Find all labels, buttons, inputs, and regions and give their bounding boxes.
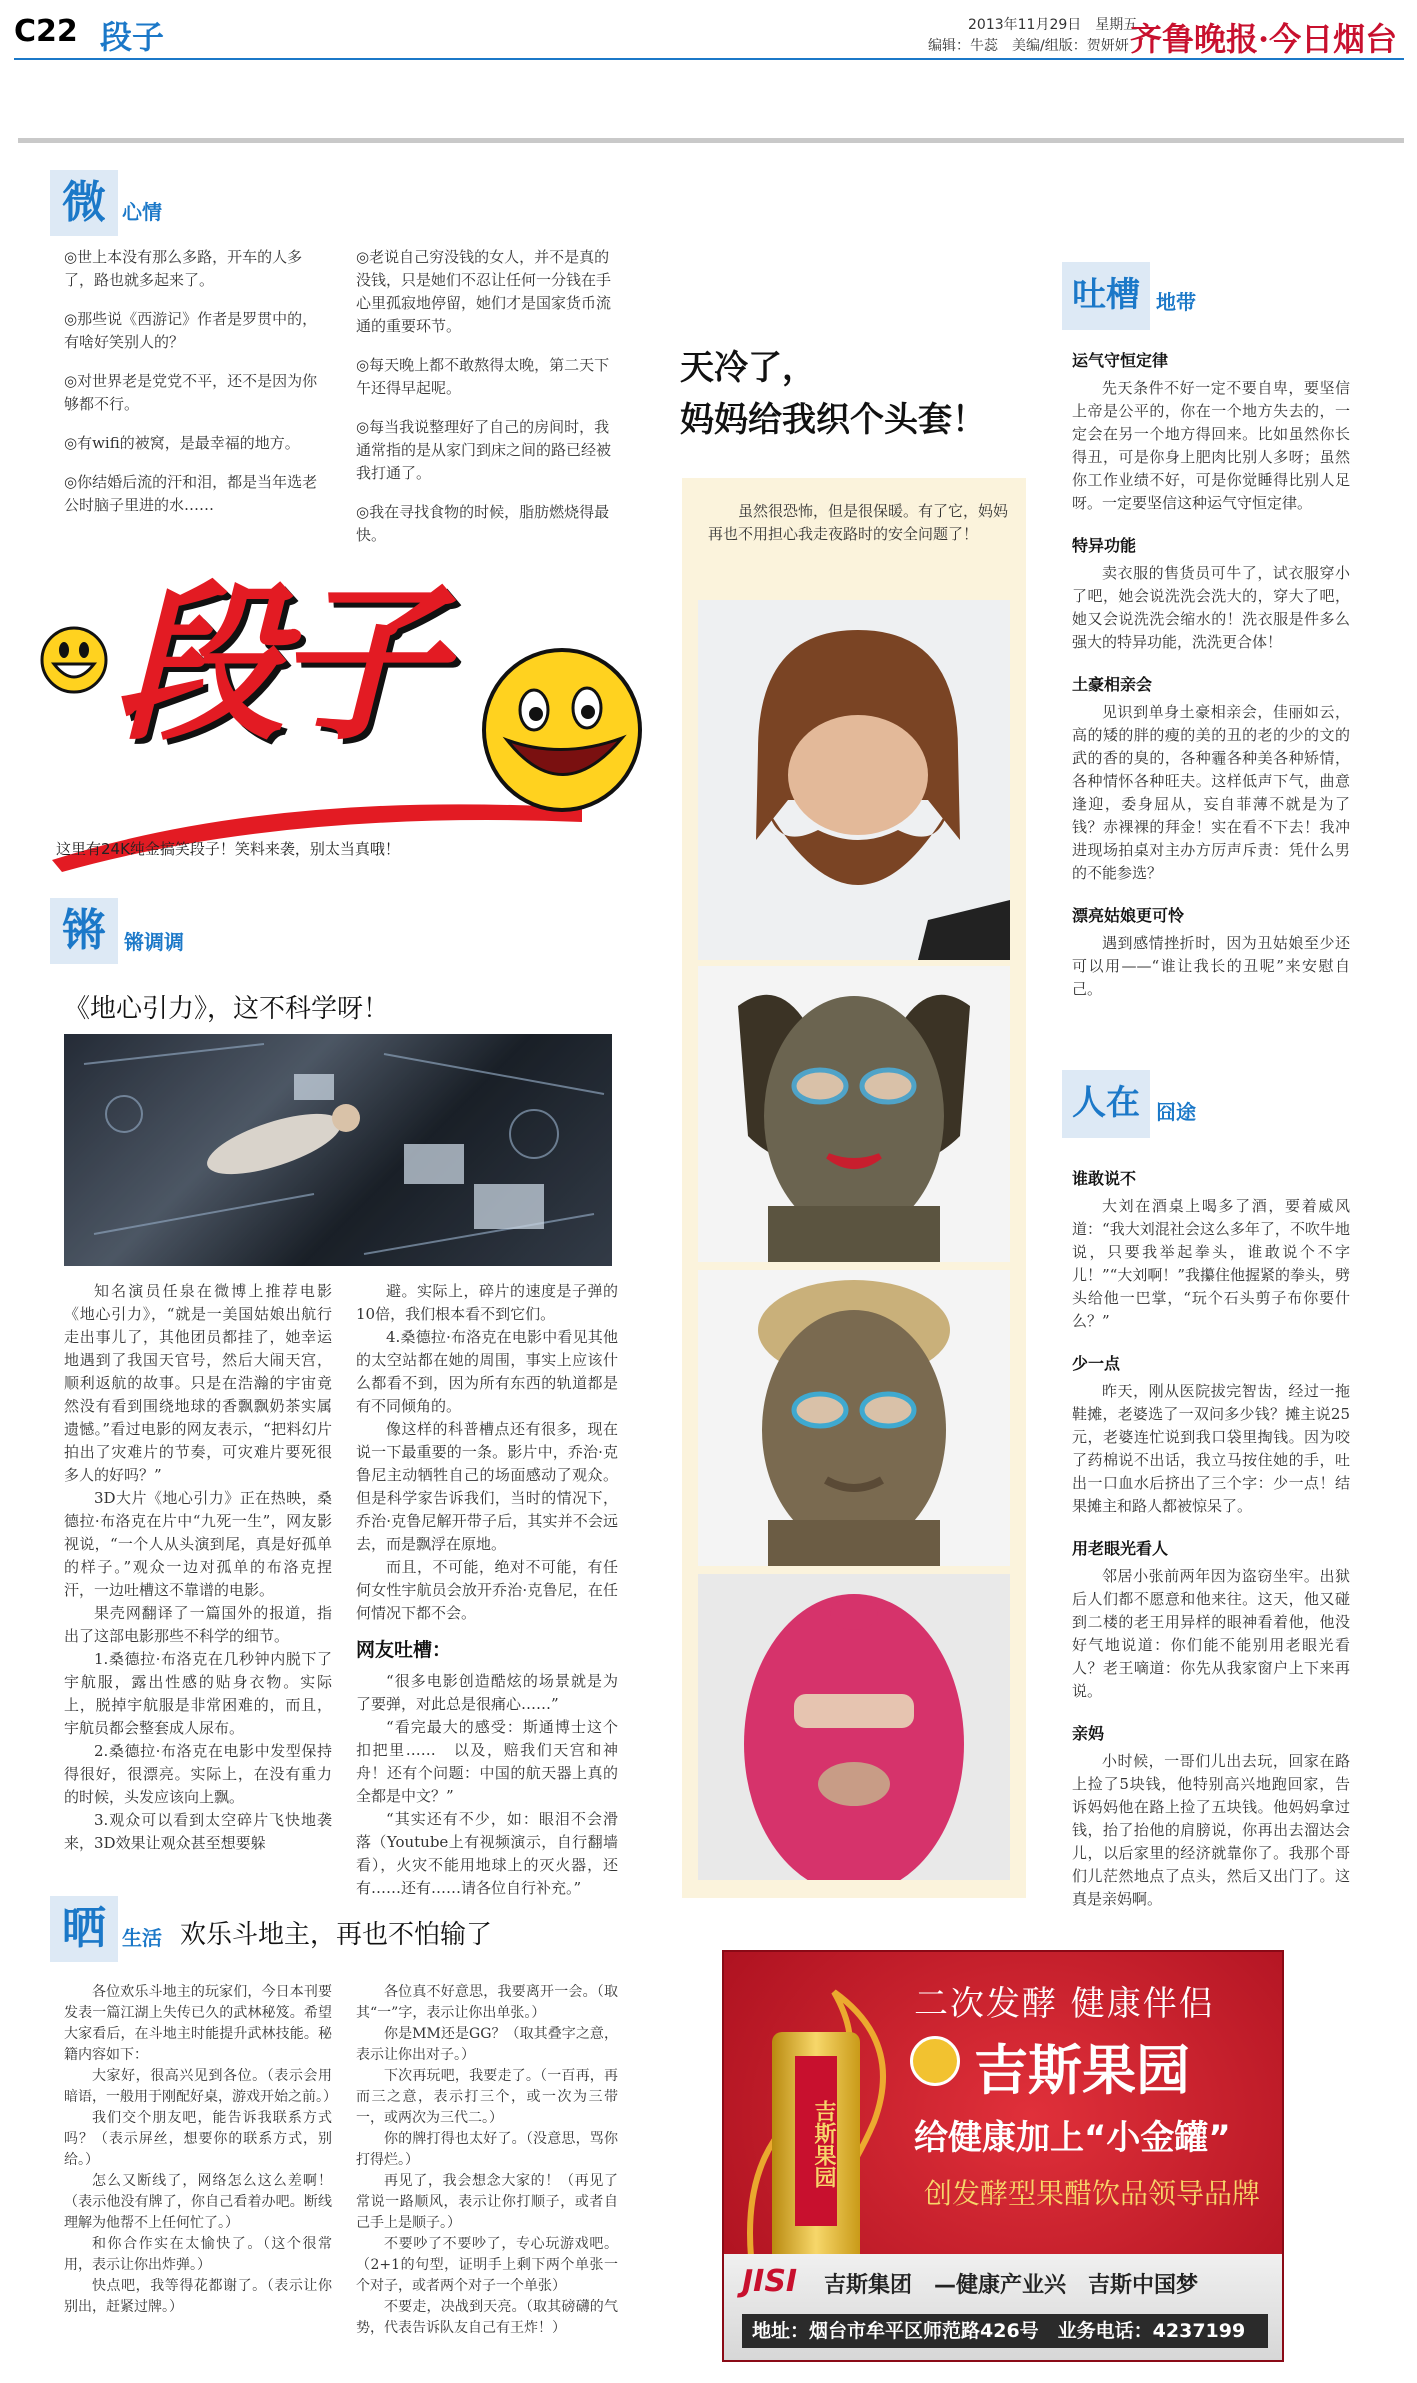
qiangdiao-tab: 锵 — [50, 898, 118, 964]
paragraph: 各位欢乐斗地主的玩家们，今日本刊要发表一篇江湖上失传已久的武林秘笈。希望大家看后，在斗地主时能提升武林技能。秘籍内容如下： — [64, 1984, 332, 2063]
joke-title: 特异功能 — [1072, 536, 1137, 555]
qiangdiao-label: 锵调调 — [124, 930, 184, 954]
joke-text: 卖衣服的售货员可牛了，试衣服穿小了吧，她会说洗洗会洗大的，穿大了吧，她又会说洗洗会缩水的！洗衣服是件多么强大的特异功能，洗洗更合体！ — [1072, 564, 1350, 651]
paragraph: 像这样的科普槽点还有很多，现在说一下最重要的一条。影片中，乔治·克鲁尼主动牺牲自己的场面感动了观众。但是科学家告诉我们，当时的情况下，乔治·克鲁尼解开带子后，其实并不会远去，而是飘浮在原地。 — [356, 1420, 618, 1553]
shai-headline: 欢乐斗地主，再也不怕输了 — [180, 1920, 493, 1950]
paragraph: 快点吧，我等得花都谢了。（表示让你别出，赶紧过牌。） — [64, 2278, 332, 2315]
editor-credits: 编辑：牛蕊 美编/组版：贺妍妍 — [928, 38, 1129, 54]
feature-title — [680, 342, 986, 446]
tucao-label: 地带 — [1156, 290, 1196, 314]
quip: ◎有wifi的被窝，是最幸福的地方。 — [64, 434, 300, 452]
joke-text: 小时候，一哥们儿出去玩，回家在路上捡了5块钱，他特别高兴地跑回家，告诉妈妈他在路上捡了五块钱。他妈妈拿过钱，抬了抬他的肩膀说，你再出去溜达会儿，以后家里的经济就靠你了。我那个哥们儿茫然地点了点头，然后又出门了。这真是亲妈啊。 — [1072, 1752, 1350, 1908]
section-title: 段子 — [100, 18, 165, 56]
joke-body — [1072, 701, 1350, 885]
ad-footer — [724, 2254, 1284, 2362]
shai-label: 生活 — [122, 1926, 162, 1950]
logo-title: 段子 — [114, 566, 435, 764]
pink-knit-balaclava — [698, 1574, 1010, 1880]
paragraph: 知名演员任泉在微博上推荐电影《地心引力》，“就是一美国姑娘出航行走出事儿了，其他团员都挂了，她幸运地遇到了我国天官号，然后大闹天宫，顺利返航的故事。只是在浩瀚的宇宙竟然没有看到围绕地球的香飘飘奶茶实属遗憾。”看过电影的网友表示，“把料幻片拍出了灾难片的节奏，可灾难片要死很多人的好吗？” — [64, 1282, 332, 1484]
joke-title: 运气守恒定律 — [1072, 351, 1169, 370]
article-headline: 《地心引力》，这不科学呀！ — [64, 994, 390, 1024]
renzai-column — [1072, 1166, 1350, 1911]
paragraph: 下次再玩吧，我要走了。（一百再，再而三之意，表示打三个，或一次为三带一，或两次为三代二。） — [356, 2068, 618, 2126]
comment: “很多电影创造酷炫的场景就是为了要弹，对此总是很痛心……” — [356, 1672, 618, 1713]
joke-body — [1072, 1195, 1350, 1333]
paragraph: 1.桑德拉·布洛克在几秒钟内脱下了宇航服，露出性感的贴身衣物。实际上，脱掉宇航服是非常困难的，而且，宇航员都会整套成人尿布。 — [64, 1650, 332, 1737]
quip: ◎世上本没有那么多路，开车的人多了，路也就多起来了。 — [64, 248, 303, 289]
feature-title-line1: 天冷了， — [680, 348, 816, 388]
photo-pigtails-mask — [698, 966, 1010, 1262]
joke-text: 遇到感情挫折时，因为丑姑娘至少还可以用——“谁让我长的丑呢”来安慰自己。 — [1072, 934, 1350, 998]
quip: ◎每当我说整理好了自己的房间时，我通常指的是从家门到床之间的路已经被我打通了。 — [356, 418, 612, 482]
space-station-illustration — [64, 1034, 612, 1266]
can-label: 吉斯果园 — [795, 2056, 837, 2226]
paragraph: 3.观众可以看到太空碎片飞快地袭来，3D效果让观众甚至想要躲 — [64, 1811, 332, 1852]
section-logo — [22, 560, 662, 890]
shai-column-2 — [356, 1982, 618, 2339]
joke-body — [1072, 1750, 1350, 1911]
paragraph: 2.桑德拉·布洛克在电影中发型保持得很好，很漂亮。实际上，在没有重力的时候，头发应该向上飘。 — [64, 1742, 332, 1806]
paragraph: 3D大片《地心引力》正在热映，桑德拉·布洛克在片中“九死一生”，网友影视说，“一个人从头演到尾，真是好孤单的样子。”观众一边对孤单的布洛克捏汗，一边吐槽这不靠谱的电影。 — [64, 1489, 332, 1599]
joke-title: 亲妈 — [1072, 1724, 1105, 1743]
paragraph: 怎么又断线了，网络怎么这么差啊！（表示他没有牌了，你自己看着办吧。断线理解为他帮不上任何忙了。） — [64, 2173, 332, 2231]
paragraph: 避。实际上，碎片的速度是子弹的10倍，我们根本看不到它们。 — [356, 1282, 618, 1323]
tucao-column — [1072, 348, 1350, 1001]
feature-caption: 虽然很恐怖，但是很保暖。有了它，妈妈再也不用担心我走夜路时的安全问题了！ — [708, 502, 1009, 543]
photo-pink-balaclava — [698, 1574, 1010, 1880]
joke-title: 用老眼光看人 — [1072, 1539, 1169, 1558]
netizen-heading: 网友吐槽： — [356, 1639, 452, 1661]
paragraph: 你是MM还是GG？（取其叠字之意，表示让你出对子。） — [356, 2026, 618, 2063]
paragraph: 再见了，我会想念大家的！（再见了常说一路顺风，表示让你打顺子，或者自己手上是顺子。） — [356, 2173, 618, 2231]
article-column-2 — [356, 1280, 618, 1900]
renzai-tab: 人在 — [1062, 1070, 1150, 1138]
big-smiley-icon — [484, 650, 640, 810]
quip: ◎老说自己穷没钱的女人，并不是真的没钱，只是她们不忍让任何一分钱在手心里孤寂地停留，她们才是国家货币流通的重要环节。 — [356, 248, 612, 335]
header-rule — [14, 58, 1404, 60]
joke-title: 少一点 — [1072, 1354, 1121, 1373]
jisi-logo-icon: JISI — [742, 2264, 798, 2299]
joke-title: 土豪相亲会 — [1072, 675, 1153, 694]
page-rule — [18, 138, 1404, 143]
paragraph: 不要吵了不要吵了，专心玩游戏吧。（2+1的句型，证明手上剩下两个单张一个对子，或者两个对子一个单张） — [356, 2236, 618, 2294]
paragraph: 各位真不好意思，我要离开一会。（取其“一”字，表示让你出单张。） — [356, 1984, 618, 2021]
quip: ◎每天晚上都不敢熬得太晚，第二天下午还得早起呢。 — [356, 356, 610, 397]
paragraph: 果壳网翻译了一篇国外的报道，指出了这部电影那些不科学的细节。 — [64, 1604, 332, 1645]
photo-blonde-mask — [698, 1270, 1010, 1566]
page-number: C22 — [14, 14, 78, 49]
newspaper-name: 齐鲁晚报·今日烟台 — [1130, 20, 1398, 58]
photo-brown-beard-hat — [698, 600, 1010, 960]
quip: ◎我在寻找食物的时候，脂肪燃烧得最快。 — [356, 503, 610, 544]
joke-text: 邻居小张前两年因为盗窃坐牢。出狱后人们都不愿意和他来往。这天，他又碰到二楼的老王用异样的眼神看着他，他没好气地说道：你们能不能别用老眼光看人？老王嘀道：你先从我家窗户上下来再说。 — [1072, 1567, 1350, 1700]
joke-text: 大刘在酒桌上喝多了酒，要着威风道：“我大刘混社会这么多年了，不吹牛地说，只要我举起拳头，谁敢说个不字儿！”“大刘啊！”我攥住他握紧的拳头，劈头给他一巴掌，“玩个石头剪子布你要什么？” — [1072, 1197, 1351, 1330]
quip: ◎那些说《西游记》作者是罗贯中的，有啥好笑别人的？ — [64, 310, 318, 351]
weixinqing-right-column — [356, 246, 618, 563]
renzai-label: 囧途 — [1156, 1100, 1196, 1124]
weixinqing-left-column — [64, 246, 332, 533]
joke-text: 先天条件不好一定不要自卑，要坚信上帝是公平的，你在一个地方失去的，一定会在另一个地方得回来。比如虽然你长得丑，可是你身上肥肉比别人多呀；虽然你工作业绩不好，可是你觉睡得比别人足呀。一定要坚信这种运气守恒定律。 — [1072, 379, 1350, 512]
shai-column-1 — [64, 1982, 337, 2318]
ad-brand: 吉斯果园 — [974, 2039, 1190, 2102]
ad-group-line: 吉斯集团 —健康产业兴 吉斯中国梦 — [824, 2273, 1199, 2298]
paragraph: 和你合作实在太愉快了。（这个很常用，表示让你出炸弹。） — [64, 2236, 332, 2273]
golden-can-icon — [772, 2032, 860, 2282]
ad-tagline: 给健康加上“小金罐” — [914, 2118, 1231, 2158]
joke-text: 昨天，刚从医院拔完智齿，经过一拖鞋摊，老婆选了一双问多少钱？摊主说25元，老婆连忙说到我口袋里掏钱。因为咬了药棉说不出话，我立马按住她的手，吐出一口血水后挤出了三个字：少一点！结果摊主和路人都被惊呆了。 — [1072, 1382, 1350, 1515]
joke-body — [1072, 1380, 1350, 1518]
weixinqing-label: 心情 — [122, 200, 162, 224]
issue-date: 2013年11月29日 星期五 — [968, 17, 1138, 33]
gravity-movie-still — [64, 1034, 612, 1266]
paragraph: 4.桑德拉·布洛克在电影中看见其他的太空站都在她的周围，事实上应该什么都看不到，因为所有东西的轨道都是有不同倾角的。 — [356, 1328, 618, 1415]
joke-text: 见识到单身土豪相亲会，佳丽如云，高的矮的胖的瘦的美的丑的老的少的文的武的香的臭的，各种霾各种美各种矫情，各种情怀各种旺夫。这样低声下气，曲意逢迎，委身屈从，妄自菲薄不就是为了钱？赤裸裸的拜金！实在看不下去！我冲进现场拍桌对主办方厉声斥责：凭什么男的不能参选？ — [1072, 703, 1350, 882]
article-column-1 — [64, 1280, 332, 1855]
small-smiley-icon — [42, 628, 106, 692]
weixinqing-tab: 微 — [50, 170, 118, 236]
comment: “看完最大的感受：斯通博士这个扣把里…… 以及，赔我们天宫和神舟！还有个问题：中国的航天器上真的全都是中文？” — [356, 1718, 618, 1805]
paragraph: 大家好，很高兴见到各位。（表示会用暗语，一般用于刚配好桌，游戏开始之前。） — [64, 2068, 337, 2105]
feature-title-line2: 妈妈给我织个头套！ — [680, 400, 986, 440]
brown-knit-beard-mask — [698, 600, 1010, 960]
paragraph: 而且，不可能，绝对不可能，有任何女性宇航员会放开乔治·克鲁尼，在任何情况下都不会。 — [356, 1558, 618, 1622]
ad-slogan: 二次发酵 健康伴侣 — [914, 1984, 1215, 2024]
joke-title: 漂亮姑娘更可怜 — [1072, 906, 1185, 925]
joke-body — [1072, 932, 1350, 1001]
tucao-tab: 吐槽 — [1062, 262, 1150, 330]
joke-body — [1072, 377, 1350, 515]
joke-body — [1072, 1565, 1350, 1703]
shai-tab: 晒 — [50, 1896, 118, 1962]
paragraph: 不要走，决战到天亮。（取其磅礴的气势，代表告诉队友自己有王炸！） — [356, 2299, 618, 2336]
paragraph: 你的牌打得也太好了。（没意思，骂你打得烂。） — [356, 2131, 618, 2168]
ad-address: 地址：烟台市牟平区师范路426号 业务电话：4237199 — [742, 2314, 1268, 2348]
logo-tagline: 这里有24K纯金搞笑段子！笑料来袭，别太当真哦！ — [56, 840, 400, 858]
quip: ◎你结婚后流的汗和泪，都是当年选老公时脑子里进的水…… — [64, 473, 318, 514]
joke-body — [1072, 562, 1350, 654]
knit-mask-with-yarn-pigtails — [698, 966, 1010, 1262]
knit-mask-with-blonde-yarn — [698, 1270, 1010, 1566]
paragraph: 我们交个朋友吧，能告诉我联系方式吗？（表示屏丝，想要你的联系方式，别给。） — [64, 2110, 332, 2168]
joke-title: 谁敢说不 — [1072, 1169, 1137, 1188]
ad-subline: 创发酵型果醋饮品领导品牌 — [924, 2177, 1261, 2210]
quip: ◎对世界老是党党不平，还不是因为你够都不行。 — [64, 372, 318, 413]
comment: “其实还有不少，如：眼泪不会滑落（Youtube上有视频演示，自行翻墙看），火灾不能用地球上的灭火器，还有……还有……请各位自行补充。” — [356, 1810, 618, 1897]
guo-yuan-seal-icon — [910, 2036, 960, 2086]
jisi-advertisement[interactable] — [722, 1950, 1284, 2362]
